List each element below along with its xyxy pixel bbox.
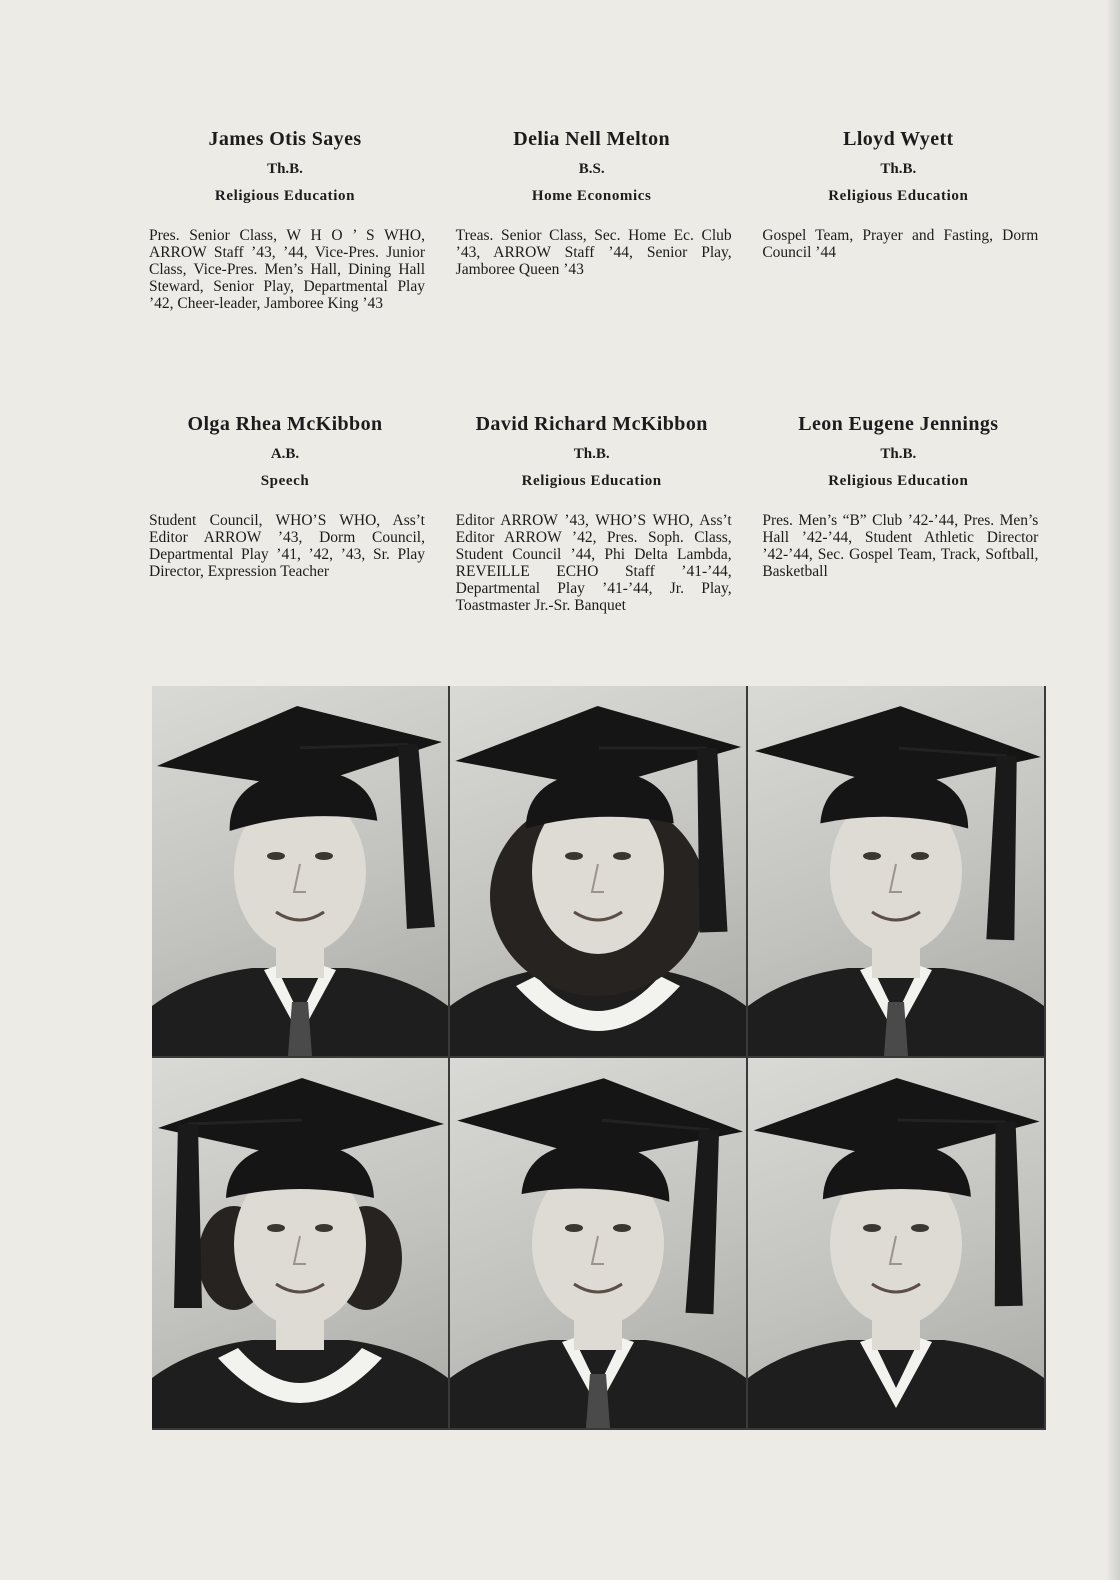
graduate-entry xyxy=(140,128,447,312)
graduate-activities: Pres. Men’s “B” Club ’42-’44, Pres. Men’s Hall ’42-’44, Student Athletic Director ’42-’44, Sec. Gospel Team, Track, Softball, Basketball xyxy=(762,512,1039,580)
eye-shape xyxy=(565,1224,583,1232)
graduate-major: Religious Education xyxy=(521,473,662,489)
portrait-photo xyxy=(152,1058,450,1430)
entries-row-top xyxy=(140,128,1060,312)
graduate-major: Speech xyxy=(260,473,310,489)
tassel-shape xyxy=(394,743,435,929)
graduate-name: Leon Eugene Jennings xyxy=(798,413,999,435)
graduate-degree: Th.B. xyxy=(880,446,917,462)
graduate-degree: B.S. xyxy=(578,161,605,177)
graduate-activities: Gospel Team, Prayer and Fasting, Dorm Council ’44 xyxy=(762,227,1039,261)
graduate-degree: Th.B. xyxy=(573,446,610,462)
graduate-entry xyxy=(447,413,754,614)
graduate-activities: Student Council, WHO’S WHO, Ass’t Editor ARROW ’43, Dorm Council, Departmental Play ’41, ’42, ’43, Sr. Play Director, Expression Teacher xyxy=(149,512,425,580)
portrait-photo xyxy=(450,686,748,1058)
portrait-photo xyxy=(450,1058,748,1430)
graduate-major: Home Economics xyxy=(531,188,652,204)
graduate-activities: Treas. Senior Class, Sec. Home Ec. Club ’43, ARROW Staff ’44, Senior Play, Jamboree Queen ’43 xyxy=(455,227,732,278)
graduate-activities: Pres. Senior Class, W H O ’ S WHO, ARROW Staff ’43, ’44, Vice-Pres. Junior Class, Vice-Pres. Men’s Hall, Dining Hall Steward, Senior Play, Departmental Play ’42, Cheer-leader, Jamboree King ’43 xyxy=(149,227,425,312)
eye-shape xyxy=(911,852,929,860)
portrait-illustration xyxy=(450,1058,746,1428)
graduate-name: Lloyd Wyett xyxy=(843,128,954,150)
graduate-name: Olga Rhea McKibbon xyxy=(187,413,383,435)
necktie-shape xyxy=(288,1002,312,1056)
graduate-major: Religious Education xyxy=(828,188,969,204)
graduate-major: Religious Education xyxy=(828,473,969,489)
portrait-grid xyxy=(152,686,1046,1430)
eye-shape xyxy=(315,852,333,860)
graduate-entry xyxy=(140,413,447,614)
portrait-illustration xyxy=(152,686,448,1056)
graduate-degree: A.B. xyxy=(270,446,300,462)
portrait-illustration xyxy=(152,1058,448,1428)
graduate-name: James Otis Sayes xyxy=(208,128,362,150)
eye-shape xyxy=(267,1224,285,1232)
portrait-illustration xyxy=(748,1058,1044,1428)
portrait-photo xyxy=(748,1058,1046,1430)
graduate-name: Delia Nell Melton xyxy=(513,128,671,150)
tassel-shape xyxy=(685,1129,723,1314)
portrait-photo xyxy=(748,686,1046,1058)
graduate-entry xyxy=(753,128,1060,312)
graduate-major: Religious Education xyxy=(214,188,356,204)
graduate-entry xyxy=(447,128,754,312)
eye-shape xyxy=(565,852,583,860)
eye-shape xyxy=(863,1224,881,1232)
eye-shape xyxy=(315,1224,333,1232)
graduate-name: David Richard McKibbon xyxy=(475,413,708,435)
necktie-shape xyxy=(586,1374,610,1428)
portrait-photo xyxy=(152,686,450,1058)
eye-shape xyxy=(613,852,631,860)
tassel-shape xyxy=(174,1124,202,1308)
graduate-degree: Th.B. xyxy=(880,161,917,177)
portrait-illustration xyxy=(748,686,1044,1056)
necktie-shape xyxy=(884,1002,908,1056)
entries-row-bottom xyxy=(140,413,1060,614)
eye-shape xyxy=(613,1224,631,1232)
tassel-shape xyxy=(992,1122,1023,1306)
eye-shape xyxy=(863,852,881,860)
graduate-degree: Th.B. xyxy=(267,161,303,177)
page-edge-shadow xyxy=(1106,0,1120,1580)
portrait-illustration xyxy=(450,686,746,1056)
graduate-entry xyxy=(753,413,1060,614)
tassel-shape xyxy=(986,755,1020,940)
gown-shape xyxy=(748,1340,1044,1428)
eye-shape xyxy=(911,1224,929,1232)
eye-shape xyxy=(267,852,285,860)
graduate-activities: Editor ARROW ’43, WHO’S WHO, Ass’t Editor ARROW ’42, Pres. Soph. Class, Student Council ’44, Phi Delta Lambda, REVEILLE ECHO Staff ’41-’44, Departmental Play ’41-’44, Jr. Play, Toastmaster Jr.-Sr. Banquet xyxy=(455,512,732,614)
